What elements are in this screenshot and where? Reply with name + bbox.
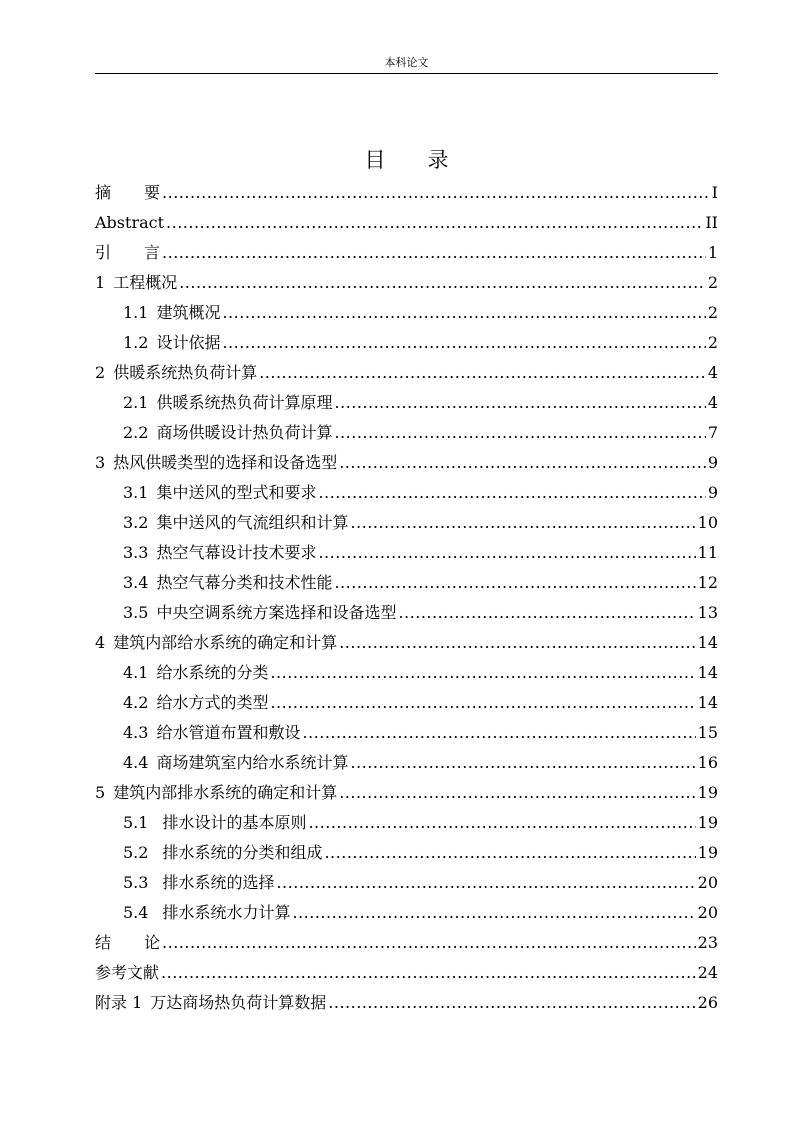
toc-dot-leader — [222, 298, 705, 328]
toc-entry-number: 2.1 — [123, 393, 149, 412]
toc-entry[interactable] — [95, 778, 718, 808]
toc-entry-number: 4.2 — [123, 693, 149, 712]
toc-dot-leader — [166, 208, 703, 238]
toc-entry-page: 23 — [697, 933, 718, 952]
toc-dot-leader — [292, 898, 695, 928]
toc-entry[interactable] — [95, 898, 718, 928]
toc-entry-label: 给水方式的类型 — [156, 693, 269, 712]
toc-entry-label: 中央空调系统方案选择和设备选型 — [156, 603, 397, 622]
toc-entry[interactable] — [95, 688, 718, 718]
toc-entry-page: 14 — [697, 663, 718, 682]
toc-dot-leader — [334, 418, 705, 448]
toc-title-char-2: 录 — [427, 148, 449, 172]
toc-entry-number: 2 — [95, 363, 106, 382]
toc-dot-leader — [350, 508, 695, 538]
toc-entry-page: 14 — [697, 693, 718, 712]
toc-entry-page: 24 — [697, 963, 718, 982]
toc-entry-title — [123, 658, 268, 688]
toc-entry-title — [95, 628, 337, 658]
toc-entry[interactable] — [95, 508, 718, 538]
toc-entry[interactable] — [95, 928, 718, 958]
toc-entry-number: 4.4 — [123, 753, 149, 772]
toc-entry[interactable] — [95, 838, 718, 868]
toc-entry-label: 建筑概况 — [156, 303, 221, 322]
toc-entry-page: 2 — [707, 273, 718, 292]
toc-entry-title — [123, 838, 322, 868]
toc-entry[interactable] — [95, 208, 718, 238]
toc-entry[interactable] — [95, 178, 718, 208]
toc-entry-page: 19 — [697, 783, 718, 802]
toc-entry-title — [95, 268, 177, 298]
toc-entry-page: 20 — [697, 873, 718, 892]
toc-entry-title — [95, 208, 164, 238]
table-of-contents — [95, 178, 718, 1018]
toc-entry-title — [123, 328, 220, 358]
toc-entry[interactable] — [95, 538, 718, 568]
toc-dot-leader — [161, 958, 696, 988]
toc-entry-page: II — [705, 213, 718, 232]
toc-dot-leader — [339, 628, 695, 658]
toc-entry-number: 3 — [95, 453, 106, 472]
toc-entry-label: 工程概况 — [113, 273, 178, 292]
toc-entry-page: 9 — [707, 453, 718, 472]
toc-dot-leader — [339, 448, 706, 478]
toc-entry-title — [123, 868, 274, 898]
toc-entry-title — [123, 808, 306, 838]
toc-entry-label: 热风供暖类型的选择和设备选型 — [113, 453, 338, 472]
toc-entry-title — [123, 538, 316, 568]
toc-entry[interactable] — [95, 358, 718, 388]
toc-entry-number: 3.5 — [123, 603, 149, 622]
toc-dot-leader — [276, 868, 695, 898]
toc-entry-number: 5.3 — [123, 873, 149, 892]
toc-dot-leader — [222, 328, 705, 358]
toc-entry-page: 7 — [707, 423, 718, 442]
toc-dot-leader — [162, 178, 710, 208]
toc-entry[interactable] — [95, 388, 718, 418]
toc-entry-number: 3.4 — [123, 573, 149, 592]
toc-title — [95, 145, 718, 175]
toc-dot-leader — [270, 658, 695, 688]
toc-entry-label: Abstract — [95, 213, 165, 232]
toc-entry[interactable] — [95, 268, 718, 298]
toc-entry-title — [123, 508, 348, 538]
toc-title-char-1: 目 — [364, 148, 386, 172]
toc-entry-label: 排水系统的选择 — [162, 873, 275, 892]
toc-entry-page: 16 — [697, 753, 718, 772]
toc-dot-leader — [324, 838, 695, 868]
toc-entry-label: 给水管道布置和敷设 — [156, 723, 301, 742]
toc-entry[interactable] — [95, 748, 718, 778]
toc-entry-label: 参考文献 — [95, 963, 160, 982]
toc-entry-number: 5.4 — [123, 903, 149, 922]
toc-entry[interactable] — [95, 298, 718, 328]
toc-entry-page: I — [711, 183, 718, 202]
toc-entry-number: 1.1 — [123, 303, 149, 322]
toc-entry-page: 4 — [707, 363, 718, 382]
toc-entry-label: 结论 — [95, 933, 161, 952]
toc-entry[interactable] — [95, 418, 718, 448]
toc-entry[interactable] — [95, 568, 718, 598]
toc-dot-leader — [339, 778, 695, 808]
toc-entry-title — [95, 448, 337, 478]
toc-entry-label: 建筑内部给水系统的确定和计算 — [113, 633, 338, 652]
toc-entry-page: 1 — [707, 243, 718, 262]
toc-entry-page: 19 — [697, 813, 718, 832]
toc-entry[interactable] — [95, 478, 718, 508]
toc-entry[interactable] — [95, 448, 718, 478]
toc-entry-title — [123, 478, 316, 508]
toc-entry-number: 5.1 — [123, 813, 149, 832]
toc-entry-label: 供暖系统热负荷计算 — [113, 363, 258, 382]
toc-entry-page: 2 — [707, 333, 718, 352]
toc-entry-page: 13 — [697, 603, 718, 622]
toc-entry-page: 9 — [707, 483, 718, 502]
toc-entry-title — [123, 568, 332, 598]
toc-entry[interactable] — [95, 658, 718, 688]
toc-entry-title — [95, 178, 160, 208]
toc-entry-title — [123, 748, 348, 778]
toc-entry-number: 5.2 — [123, 843, 149, 862]
toc-dot-leader — [328, 988, 695, 1018]
toc-entry[interactable] — [95, 868, 718, 898]
toc-dot-leader — [334, 388, 705, 418]
toc-entry[interactable] — [95, 988, 718, 1018]
toc-dot-leader — [334, 568, 695, 598]
toc-dot-leader — [318, 478, 705, 508]
toc-entry-page: 11 — [697, 543, 718, 562]
toc-entry[interactable] — [95, 598, 718, 628]
toc-dot-leader — [270, 688, 695, 718]
toc-entry-page: 20 — [697, 903, 718, 922]
toc-entry-number: 2.2 — [123, 423, 149, 442]
toc-entry-label: 热空气幕分类和技术性能 — [156, 573, 333, 592]
toc-entry-page: 19 — [697, 843, 718, 862]
toc-entry-title — [95, 988, 326, 1018]
toc-entry-label: 排水系统水力计算 — [162, 903, 291, 922]
toc-entry-number: 4.1 — [123, 663, 149, 682]
toc-entry-title — [95, 238, 160, 268]
toc-entry-title — [123, 388, 332, 418]
header-rule — [95, 73, 718, 74]
toc-entry-label: 排水设计的基本原则 — [162, 813, 307, 832]
toc-entry[interactable] — [95, 958, 718, 988]
toc-entry-title — [123, 688, 268, 718]
toc-entry-page: 15 — [697, 723, 718, 742]
toc-entry-label: 商场建筑室内给水系统计算 — [156, 753, 349, 772]
toc-entry-title — [95, 358, 257, 388]
toc-dot-leader — [302, 718, 695, 748]
toc-dot-leader — [179, 268, 706, 298]
toc-entry-label: 设计依据 — [156, 333, 221, 352]
toc-entry-number: 3.1 — [123, 483, 149, 502]
toc-entry-label: 万达商场热负荷计算数据 — [150, 993, 327, 1012]
toc-entry[interactable] — [95, 238, 718, 268]
toc-entry[interactable] — [95, 808, 718, 838]
toc-entry-number: 附录 1 — [95, 993, 143, 1012]
toc-entry-label: 给水系统的分类 — [156, 663, 269, 682]
toc-entry-title — [123, 418, 332, 448]
toc-entry-page: 12 — [697, 573, 718, 592]
toc-entry-page: 2 — [707, 303, 718, 322]
toc-entry-title — [123, 898, 290, 928]
toc-entry-label: 建筑内部排水系统的确定和计算 — [113, 783, 338, 802]
toc-entry-number: 1 — [95, 273, 106, 292]
toc-dot-leader — [350, 748, 695, 778]
toc-dot-leader — [308, 808, 695, 838]
toc-entry-label: 排水系统的分类和组成 — [162, 843, 323, 862]
toc-entry-label: 热空气幕设计技术要求 — [156, 543, 317, 562]
toc-entry-number: 4.3 — [123, 723, 149, 742]
toc-entry[interactable] — [95, 328, 718, 358]
toc-entry-number: 3.3 — [123, 543, 149, 562]
toc-dot-leader — [162, 928, 696, 958]
toc-entry[interactable] — [95, 628, 718, 658]
toc-entry-title — [95, 778, 337, 808]
toc-entry-title — [123, 598, 396, 628]
toc-entry-number: 4 — [95, 633, 106, 652]
toc-entry-label: 引言 — [95, 243, 161, 262]
toc-entry-label: 供暖系统热负荷计算原理 — [156, 393, 333, 412]
toc-entry[interactable] — [95, 718, 718, 748]
toc-entry-number: 1.2 — [123, 333, 149, 352]
toc-dot-leader — [259, 358, 706, 388]
toc-entry-page: 14 — [697, 633, 718, 652]
toc-entry-title — [95, 928, 160, 958]
toc-entry-number: 3.2 — [123, 513, 149, 532]
toc-entry-page: 26 — [697, 993, 718, 1012]
toc-dot-leader — [318, 538, 695, 568]
page-header: 本科论文 — [384, 56, 429, 69]
toc-entry-label: 集中送风的气流组织和计算 — [156, 513, 349, 532]
toc-entry-label: 摘要 — [95, 183, 161, 202]
toc-entry-title — [123, 298, 220, 328]
toc-entry-title — [95, 958, 159, 988]
toc-entry-page: 10 — [697, 513, 718, 532]
toc-entry-title — [123, 718, 300, 748]
toc-entry-label: 商场供暖设计热负荷计算 — [156, 423, 333, 442]
toc-entry-number: 5 — [95, 783, 106, 802]
toc-dot-leader — [162, 238, 706, 268]
toc-dot-leader — [398, 598, 695, 628]
toc-entry-page: 4 — [707, 393, 718, 412]
toc-entry-label: 集中送风的型式和要求 — [156, 483, 317, 502]
